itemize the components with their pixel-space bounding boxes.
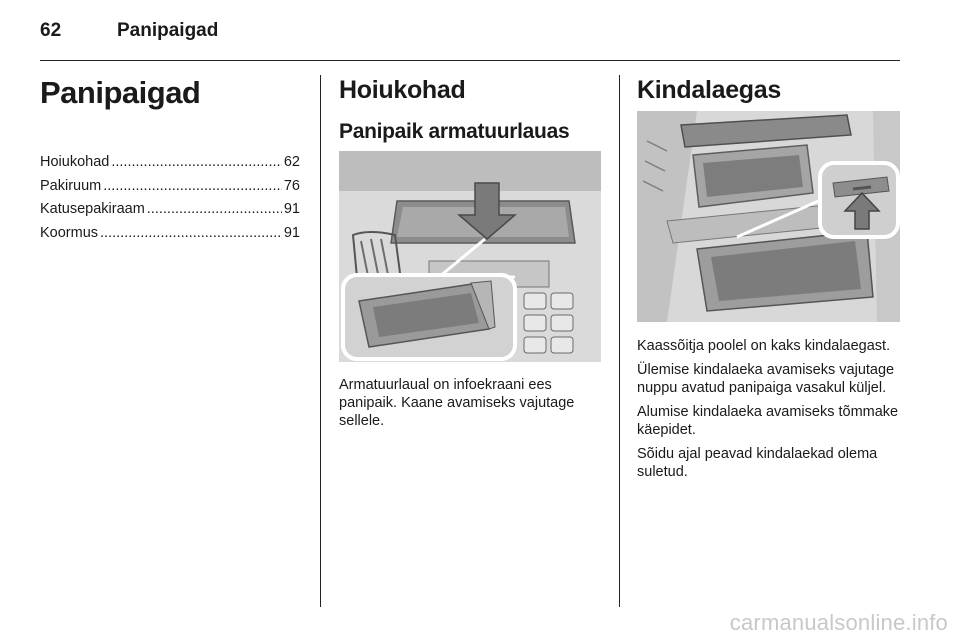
header-title: Panipaigad [117,20,219,41]
toc-item[interactable] [40,222,300,246]
glovebox-icon [637,111,900,322]
toc-page: 62 [283,154,300,170]
dashboard-storage-illustration [339,151,601,362]
left-column [40,75,300,605]
chapter-title: Panipaigad [40,75,201,110]
body-paragraph: Ülemise kindalaeka avamiseks vajutage nuppu avatud panipaiga vasakul küljel. [637,362,895,396]
toc-item[interactable] [40,175,300,199]
dashboard-storage-icon [339,151,601,362]
right-column [637,75,900,105]
column-divider-1 [320,75,321,607]
toc-label: Katusepakiraam [40,201,145,217]
page-number: 62 [40,20,62,41]
body-paragraph: Alumise kindalaeka avamiseks tõmmake käepidet. [637,404,899,438]
middle-text [339,376,604,436]
middle-column [339,75,601,145]
body-paragraph: Armatuurlaual on infoekraani ees panipaik. Kaane avamiseks vajutage sellele. [339,377,575,429]
toc-page: 91 [283,224,300,241]
right-text [637,337,905,487]
header-rule [40,60,900,61]
toc-label: Hoiukohad [40,154,110,170]
toc-label: Koormus [40,224,99,241]
toc-item[interactable] [40,198,300,222]
toc-item[interactable] [40,151,300,175]
section-subheading: Panipaik armatuurlauas [339,120,570,143]
toc-page: 91 [283,201,300,217]
body-paragraph: Kaassõitja poolel on kaks kindalaegast. [637,338,891,354]
table-of-contents [40,151,300,245]
glovebox-illustration [637,111,900,322]
column-divider-2 [619,75,620,607]
body-paragraph: Sõidu ajal peavad kindalaekad olema suletud. [637,446,878,480]
toc-label: Pakiruum [40,177,102,194]
section-heading: Kindalaegas [637,76,781,104]
section-heading: Hoiukohad [339,76,466,104]
toc-page: 76 [283,177,300,194]
watermark: carmanualsonline.info [729,610,948,635]
